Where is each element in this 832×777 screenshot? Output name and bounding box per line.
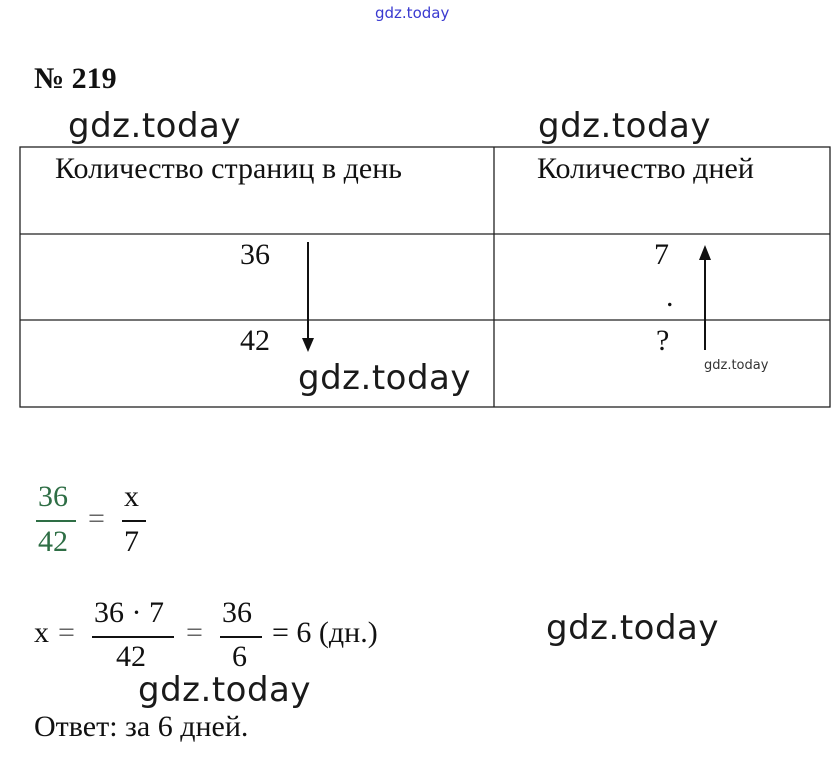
solution-frac2-numerator: 36 [222,596,252,629]
table-header-days: Количество дней [537,152,754,185]
watermark-5: gdz.today [138,670,311,710]
solution-frac2-denominator: 6 [232,640,247,673]
solution-equals-2: = [186,616,203,649]
solution-equals-1: = [58,616,75,649]
watermark-2: gdz.today [538,106,711,146]
watermark-4: gdz.today [546,608,719,648]
watermark-1: gdz.today [68,106,241,146]
proportion-left-bar [36,520,76,522]
stray-dot: . [666,280,674,313]
solution-result: = 6 (дн.) [272,616,378,649]
arrow-up-icon [699,245,711,350]
watermark-small: gdz.today [704,358,769,373]
solution-frac2-bar [220,636,262,638]
proportion-right-numerator: x [124,480,139,513]
cell-pages-2: 42 [240,324,270,357]
cell-days-2: ? [656,324,670,357]
proportion-right-denominator: 7 [124,525,139,558]
table-header-pages: Количество страниц в день [55,152,402,185]
proportion-equals: = [88,502,105,535]
arrow-down-icon [302,242,314,352]
solution-frac1-denominator: 42 [116,640,146,673]
watermark-3: gdz.today [298,358,471,398]
watermark-top: gdz.today [375,4,450,22]
task-number: № 219 [34,62,117,95]
solution-variable: x [34,616,49,649]
proportion-left-numerator: 36 [38,480,68,513]
answer-text: Ответ: за 6 дней. [34,710,249,743]
cell-pages-1: 36 [240,238,270,271]
solution-frac1-bar [92,636,174,638]
solution-frac1-numerator: 36 · 7 [94,596,164,629]
cell-days-1: 7 [654,238,669,271]
proportion-left-denominator: 42 [38,525,68,558]
proportion-right-bar [122,520,146,522]
